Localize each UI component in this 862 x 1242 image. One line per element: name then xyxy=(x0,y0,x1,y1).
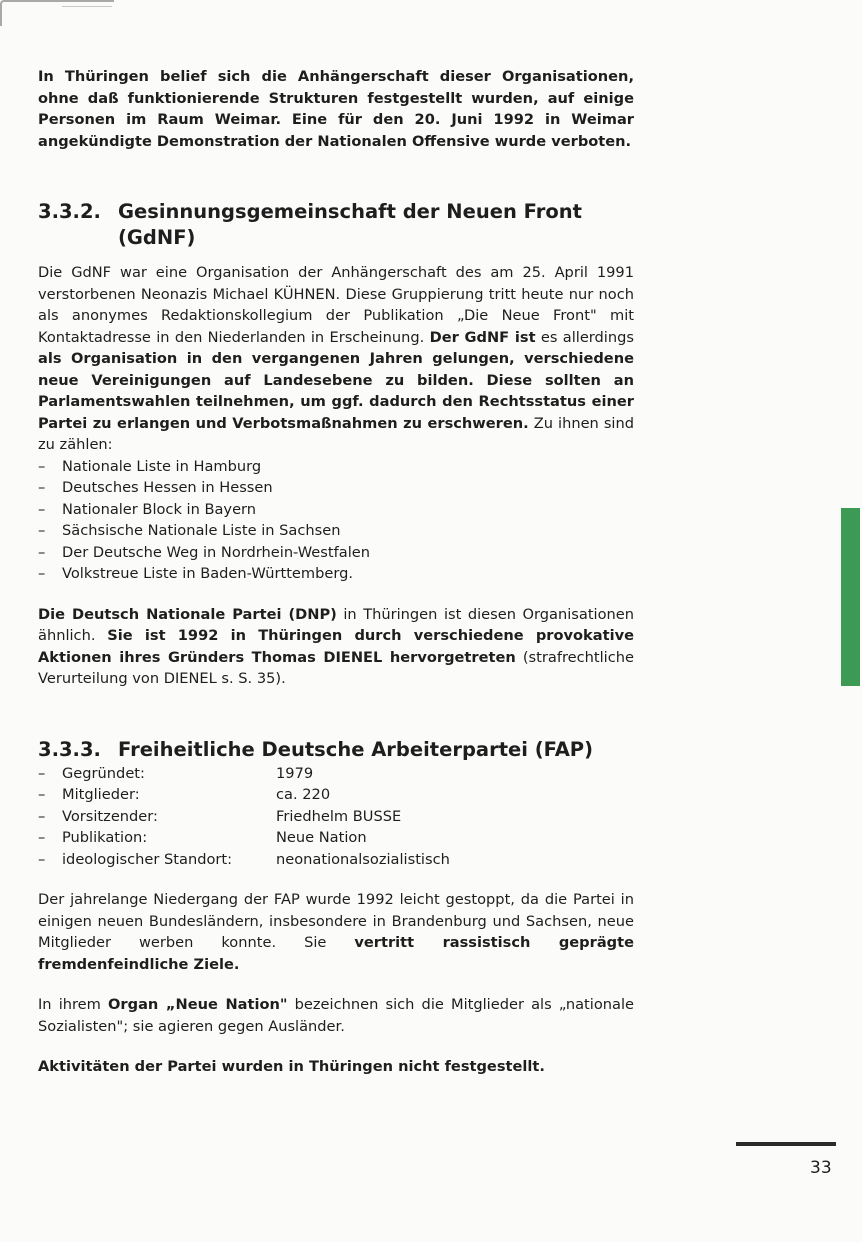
text-run: (strafrechtliche Verurteilung von DIENEL s. S. 35). xyxy=(38,648,634,687)
fact-row xyxy=(38,827,634,849)
text-run: Zu ihnen sind zu zählen: xyxy=(38,414,634,453)
footer-rule xyxy=(736,1142,836,1146)
list-item: – Volkstreue Liste in Baden-Württemberg. xyxy=(38,563,634,585)
fact-key: – Vorsitzender: xyxy=(62,807,158,825)
fact-value: Neue Nation xyxy=(276,829,367,846)
fact-key: – Mitglieder: xyxy=(62,786,140,803)
text-run: bezeichnen sich die Mitglieder als „nationale Sozialisten"; sie agieren gegen Ausländer. xyxy=(38,996,634,1035)
text-run-bold: Organ „Neue Nation" xyxy=(108,996,288,1013)
fap-facts-list xyxy=(38,763,634,871)
fact-key: – Gegründet: xyxy=(62,764,145,782)
organisation-list xyxy=(38,456,634,585)
text-run-bold: Sie ist 1992 in Thüringen durch verschiedene provokative Aktionen ihres Gründers Thomas DIENEL hervorgetreten xyxy=(38,627,634,666)
fact-value: Friedhelm BUSSE xyxy=(276,807,402,825)
text-run: es allerdings xyxy=(535,328,634,346)
list-item: – Nationaler Block in Bayern xyxy=(38,499,634,521)
list-item: – Sächsische Nationale Liste in Sachsen xyxy=(38,520,634,542)
chapter-color-marker xyxy=(841,508,860,686)
fact-value: 1979 xyxy=(276,764,314,782)
section-title: Freiheitliche Deutsche Arbeiterpartei (FAP) xyxy=(118,737,593,761)
page-content xyxy=(38,66,634,1078)
fact-row xyxy=(38,763,634,785)
section-heading-333 xyxy=(38,737,634,763)
section-number: 3.3.3. xyxy=(38,737,101,761)
text-run-bold: vertritt rassistisch geprägte fremdenfeindliche Ziele. xyxy=(38,934,634,973)
text-run: In ihrem xyxy=(38,996,109,1013)
section-number: 3.3.2. xyxy=(38,200,101,223)
list-item: – Nationale Liste in Hamburg xyxy=(38,456,634,478)
text-run-bold: als Organisation in den vergangenen Jahren gelungen, verschiedene neue Vereinigungen auf Landesebene zu bilden. Diese sollten an Parlamentswahlen teilnehmen, um ggf. dadurch den Rechtsstatus einer Partei zu erlangen und Verbotsmaßnahmen zu erschweren. xyxy=(38,350,634,432)
page-corner-mark xyxy=(0,0,114,26)
text-run: Der jahrelange Niedergang der FAP wurde 1992 leicht gestoppt, da die Partei in einigen neuen Bundesländern, insbesondere in Brandenburg und Sachsen, neue Mitglieder werben konnte. Sie xyxy=(38,891,634,951)
text-run: Die GdNF war eine Organisation der Anhängerschaft des am 25. April 1991 verstorbenen Neonazis Michael KÜHNEN. Diese Gruppierung tritt heute nur noch als anonymes Redaktionskollegium der Publikation „Die Neue Front" mit Kontaktadresse in den Niederlanden in Erscheinung. xyxy=(38,264,634,346)
list-item: – Deutsches Hessen in Hessen xyxy=(38,477,634,499)
organ-paragraph xyxy=(38,994,634,1037)
text-run: in Thüringen ist diesen Organisationen ähnlich. xyxy=(38,605,635,644)
fact-value: neonationalsozialistisch xyxy=(276,850,450,868)
fap-paragraph xyxy=(38,889,634,975)
fact-key: – ideologischer Standort: xyxy=(62,850,233,868)
text-run-bold: Die Deutsch Nationale Partei (DNP) xyxy=(38,605,337,623)
fact-value: ca. 220 xyxy=(276,786,331,803)
section-title: Gesinnungsgemeinschaft der Neuen Front (GdNF) xyxy=(118,200,582,249)
fact-row xyxy=(38,806,634,828)
fact-row xyxy=(38,849,634,871)
gdnf-paragraph xyxy=(38,262,634,456)
page-number: 33 xyxy=(810,1158,832,1178)
list-item: – Der Deutsche Weg in Nordrhein-Westfalen xyxy=(38,542,634,564)
intro-paragraph: In Thüringen belief sich die Anhängerschaft dieser Organisationen, ohne daß funktionierende Strukturen festgestellt wurden, auf einige Personen im Raum Weimar. Eine für den 20. Juni 1992 in Weimar angekündigte Demonstration der Nationalen Offensive wurde verboten. xyxy=(38,68,634,150)
dnp-paragraph xyxy=(38,604,634,690)
fact-key: – Publikation: xyxy=(62,829,148,846)
text-run-bold: Der GdNF ist xyxy=(429,328,536,346)
activity-paragraph: Aktivitäten der Partei wurden in Thüringen nicht festgestellt. xyxy=(38,1058,545,1075)
fact-row xyxy=(38,784,634,806)
section-heading-332 xyxy=(38,199,634,251)
